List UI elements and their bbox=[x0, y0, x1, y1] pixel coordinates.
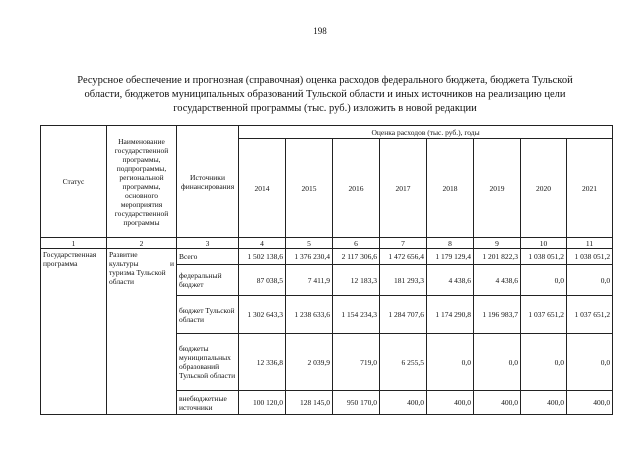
column-number: 10 bbox=[521, 238, 567, 249]
table-row bbox=[41, 249, 613, 265]
value-cell: 181 293,3 bbox=[380, 265, 427, 296]
value-cell: 1 201 822,3 bbox=[474, 249, 521, 265]
column-number: 11 bbox=[567, 238, 613, 249]
value-cell: 1 284 707,6 bbox=[380, 296, 427, 334]
header-year: 2017 bbox=[380, 139, 427, 238]
value-cell: 1 037 651,2 bbox=[567, 296, 613, 334]
program-name-word: и bbox=[169, 259, 174, 268]
column-number: 6 bbox=[333, 238, 380, 249]
value-cell: 0,0 bbox=[567, 334, 613, 391]
source-label: Всего bbox=[177, 249, 239, 265]
source-label: бюджет Тульской области bbox=[177, 296, 239, 334]
value-cell: 87 038,5 bbox=[239, 265, 286, 296]
title-line-1: Ресурсное обеспечение и прогнозная (справочная) оценка расходов федерального бюджета, бюджета Тульской bbox=[77, 75, 573, 86]
value-cell: 1 376 230,4 bbox=[286, 249, 333, 265]
value-cell: 100 120,0 bbox=[239, 391, 286, 415]
value-cell: 1 179 129,4 bbox=[427, 249, 474, 265]
header-year: 2021 bbox=[567, 139, 613, 238]
value-cell: 4 438,6 bbox=[474, 265, 521, 296]
value-cell: 400,0 bbox=[567, 391, 613, 415]
value-cell: 719,0 bbox=[333, 334, 380, 391]
source-label: бюджеты муниципальных образований Тульской области bbox=[177, 334, 239, 391]
column-number: 4 bbox=[239, 238, 286, 249]
value-cell: 1 196 983,7 bbox=[474, 296, 521, 334]
value-cell: 1 238 633,6 bbox=[286, 296, 333, 334]
header-year: 2014 bbox=[239, 139, 286, 238]
value-cell: 1 302 643,3 bbox=[239, 296, 286, 334]
column-number: 3 bbox=[177, 238, 239, 249]
source-label: внебюджетные источники bbox=[177, 391, 239, 415]
value-cell: 400,0 bbox=[380, 391, 427, 415]
value-cell: 1 472 656,4 bbox=[380, 249, 427, 265]
page-number: 198 bbox=[313, 26, 327, 36]
column-number-row bbox=[41, 238, 613, 249]
value-cell: 400,0 bbox=[521, 391, 567, 415]
value-cell: 0,0 bbox=[427, 334, 474, 391]
value-cell: 7 411,9 bbox=[286, 265, 333, 296]
column-number: 7 bbox=[380, 238, 427, 249]
value-cell: 128 145,0 bbox=[286, 391, 333, 415]
program-name-cell bbox=[107, 249, 177, 415]
document-title bbox=[60, 74, 590, 116]
column-number: 5 bbox=[286, 238, 333, 249]
value-cell: 12 183,3 bbox=[333, 265, 380, 296]
value-cell: 950 170,0 bbox=[333, 391, 380, 415]
column-number: 9 bbox=[474, 238, 521, 249]
title-line-2: области, бюджетов муниципальных образований Тульской области и иных источников на реализацию цели bbox=[84, 89, 566, 100]
header-sources: Источники финансирования bbox=[177, 126, 239, 238]
value-cell: 1 174 290,8 bbox=[427, 296, 474, 334]
source-label: федеральный бюджет bbox=[177, 265, 239, 296]
header-year: 2016 bbox=[333, 139, 380, 238]
value-cell: 0,0 bbox=[474, 334, 521, 391]
value-cell: 1 502 138,6 bbox=[239, 249, 286, 265]
value-cell: 2 117 306,6 bbox=[333, 249, 380, 265]
header-year: 2015 bbox=[286, 139, 333, 238]
program-name-word: культуры bbox=[109, 259, 139, 268]
value-cell: 1 154 234,3 bbox=[333, 296, 380, 334]
status-cell: Государственная программа bbox=[41, 249, 107, 415]
header-estimate: Оценка расходов (тыс. руб.), годы bbox=[239, 126, 613, 139]
program-name-line: Развитие bbox=[109, 250, 138, 259]
value-cell: 2 039,9 bbox=[286, 334, 333, 391]
value-cell: 0,0 bbox=[521, 265, 567, 296]
value-cell: 4 438,6 bbox=[427, 265, 474, 296]
header-year: 2018 bbox=[427, 139, 474, 238]
program-name-line: туризма Тульской bbox=[109, 268, 166, 277]
value-cell: 0,0 bbox=[567, 265, 613, 296]
value-cell: 6 255,5 bbox=[380, 334, 427, 391]
program-name-line-2 bbox=[109, 259, 174, 268]
column-number: 8 bbox=[427, 238, 474, 249]
value-cell: 1 037 651,2 bbox=[521, 296, 567, 334]
header-program-name: Наименование государственной программы, подпрограммы, региональной программы, основного мероприятия государственной программы bbox=[107, 126, 177, 238]
column-number: 1 bbox=[41, 238, 107, 249]
value-cell: 0,0 bbox=[521, 334, 567, 391]
title-line-3: государственной программы (тыс. руб.) изложить в новой редакции bbox=[173, 103, 477, 114]
header-status: Статус bbox=[41, 126, 107, 238]
column-number: 2 bbox=[107, 238, 177, 249]
value-cell: 1 038 051,2 bbox=[521, 249, 567, 265]
value-cell: 12 336,8 bbox=[239, 334, 286, 391]
header-year: 2020 bbox=[521, 139, 567, 238]
resource-table bbox=[40, 125, 613, 415]
value-cell: 400,0 bbox=[427, 391, 474, 415]
program-name-line: области bbox=[109, 277, 135, 286]
value-cell: 400,0 bbox=[474, 391, 521, 415]
value-cell: 1 038 051,2 bbox=[567, 249, 613, 265]
header-year: 2019 bbox=[474, 139, 521, 238]
